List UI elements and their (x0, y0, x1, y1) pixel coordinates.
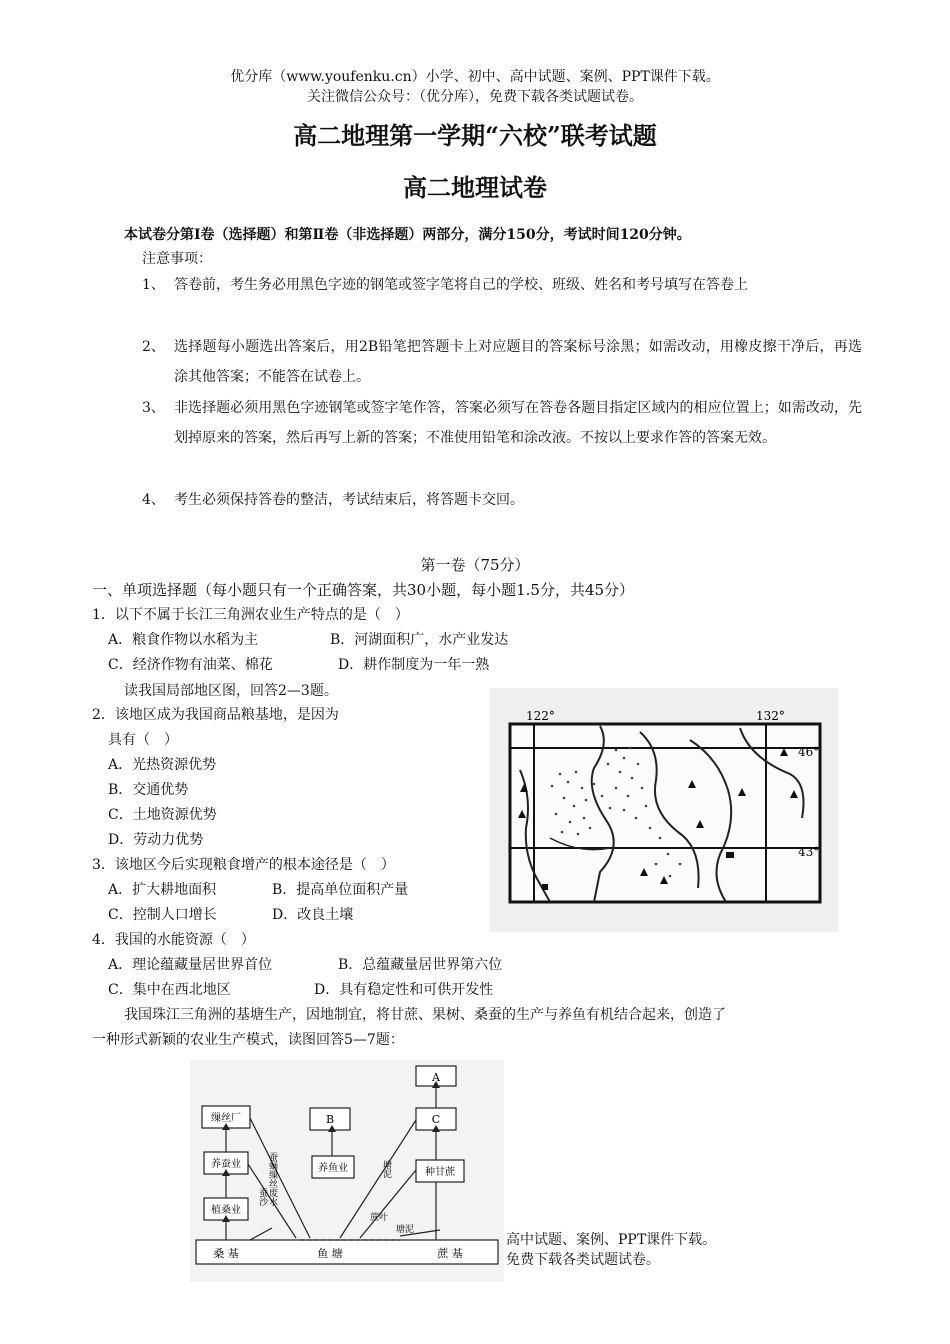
map-label-122: 122° (526, 709, 555, 723)
q2-option-c: C．土地资源优势 (108, 807, 217, 823)
map-label-132: 132° (756, 709, 785, 723)
map-intro: 读我国局部地区图，回答2—3题。 (124, 683, 338, 699)
q3-option-b: B．提高单位面积产量 (272, 882, 409, 898)
diagram-label-mud: 塘泥 (381, 1160, 391, 1178)
notice-number: 1、 (142, 277, 165, 293)
regional-map-figure (490, 688, 838, 932)
q4-option-d: D．具有稳定性和可供开发性 (314, 982, 494, 998)
q1-option-d: D．耕作制度为一年一熟 (338, 657, 490, 673)
passage-line-1: 我国珠江三角洲的基塘生产，因地制宜，将甘蔗、果树、桑蚕的生产与养鱼有机结合起来，创造了 (124, 1007, 726, 1023)
notice-text: 非选择题必须用黑色字迹钢笔或签字笔作答，答案必须写在答卷各题目指定区域内的相应位置上；如需改动，先划掉原来的答案，然后再写上新的答案；不准使用铅笔和涂改液。不按以上要求作答的答案无效。 (174, 400, 862, 446)
map-label-43: 43° (798, 845, 820, 859)
diagram-box-b: B (325, 1113, 335, 1126)
q1-option-b: B．河湖面积广，水产业发达 (330, 632, 509, 648)
diagram-fish-pond: 鱼 塘 (317, 1247, 343, 1260)
q1-option-a: A．粮食作物以水稻为主 (108, 632, 259, 648)
map-label-46: 46° (798, 745, 820, 759)
notice-text: 选择题每小题选出答案后，用2B铅笔把答题卡上对应题目的答案标号涂黑；如需改动，用橡皮擦干净后，再选涂其他答案；不能答在试卷上。 (174, 339, 862, 385)
diagram-label-waste: 蚕蛹缫丝废水 (267, 1152, 277, 1206)
passage-line-2: 一种形式新颖的农业生产模式，读图回答5—7题： (92, 1032, 404, 1048)
diagram-label-mud-2: 塘泥 (396, 1225, 415, 1235)
q2-stem: 2．该地区成为我国商品粮基地，是因为 (92, 707, 339, 723)
notice-number: 4、 (142, 492, 165, 508)
q1-stem: 1．以下不属于长江三角洲农业生产特点的是（ ） (92, 607, 409, 623)
page-subtitle: 高二地理试卷 (403, 173, 547, 202)
diagram-fishery: 养鱼业 (318, 1163, 348, 1174)
q1-option-c: C．经济作物有油菜、棉花 (108, 657, 273, 673)
notice-item (142, 332, 862, 392)
q3-option-c: C．控制人口增长 (108, 907, 217, 923)
regional-map (490, 688, 838, 932)
section-title: 第一卷（75分） (420, 556, 530, 574)
footer-line-1: 高中试题、案例、PPT课件下载。 (506, 1232, 717, 1248)
diagram-mulberry-dike: 桑 基 (213, 1247, 239, 1260)
exam-intro: 本试卷分第Ⅰ卷（选择题）和第Ⅱ卷（非选择题）两部分，满分150分，考试时间120分钟。 (124, 227, 691, 243)
notice-item (142, 393, 862, 453)
diagram-label-leaf: 蔗叶 (370, 1213, 389, 1223)
q2-option-b: B．交通优势 (108, 782, 189, 798)
notice-item (142, 485, 862, 515)
q4-option-b: B．总蕴藏量居世界第六位 (338, 957, 503, 973)
diagram-silkworm: 养蚕业 (211, 1159, 241, 1170)
q4-option-a: A．理论蕴藏量居世界首位 (108, 957, 273, 973)
header-line-2: 关注微信公众号：（优分库），免费下载各类试题试卷。 (307, 89, 643, 105)
diagram-sugarcane: 种甘蔗 (425, 1167, 455, 1178)
q2-option-d: D．劳动力优势 (108, 832, 204, 848)
q4-option-c: C．集中在西北地区 (108, 982, 231, 998)
diagram-cane-dike: 蔗 基 (437, 1247, 463, 1260)
diagram-box-a: A (432, 1071, 440, 1084)
page-title: 高二地理第一学期“六校”联考试题 (293, 121, 657, 150)
q2-stem-cont: 具有（ ） (108, 732, 178, 748)
diagram-mulberry: 植桑业 (211, 1205, 241, 1216)
q3-option-d: D．改良土壤 (272, 907, 354, 923)
notice-text: 考生必须保持答卷的整洁，考试结束后，将答题卡交回。 (174, 492, 524, 508)
diagram-label-sand: 蚕沙 (257, 1188, 267, 1206)
notice-text: 答卷前，考生务必用黑色字迹的钢笔或签字笔将自己的学校、班级、姓名和考号填写在答卷上 (174, 277, 748, 293)
header-line-1: 优分库（www.youfenku.cn）小学、初中、高中试题、案例、PPT课件下载。 (230, 69, 720, 85)
q4-stem: 4．我国的水能资源（ ） (92, 932, 255, 948)
q2-option-a: A．光热资源优势 (108, 757, 217, 773)
notice-title: 注意事项： (142, 251, 212, 267)
part1-heading: 一、单项选择题（每小题只有一个正确答案，共30小题，每小题1.5分，共45分） (92, 581, 635, 599)
diagram-box-c: C (431, 1113, 441, 1126)
diagram-silk-factory: 缫丝厂 (211, 1113, 241, 1124)
dike-pond-svg (190, 1060, 504, 1282)
dike-pond-diagram (190, 1060, 504, 1282)
notice-number: 2、 (142, 339, 165, 355)
notice-number: 3、 (142, 400, 165, 416)
q3-stem: 3．该地区今后实现粮食增产的根本途径是（ ） (92, 857, 395, 873)
q3-option-a: A．扩大耕地面积 (108, 882, 217, 898)
notice-item (142, 270, 862, 300)
footer-line-2: 免费下载各类试题试卷。 (506, 1252, 660, 1268)
